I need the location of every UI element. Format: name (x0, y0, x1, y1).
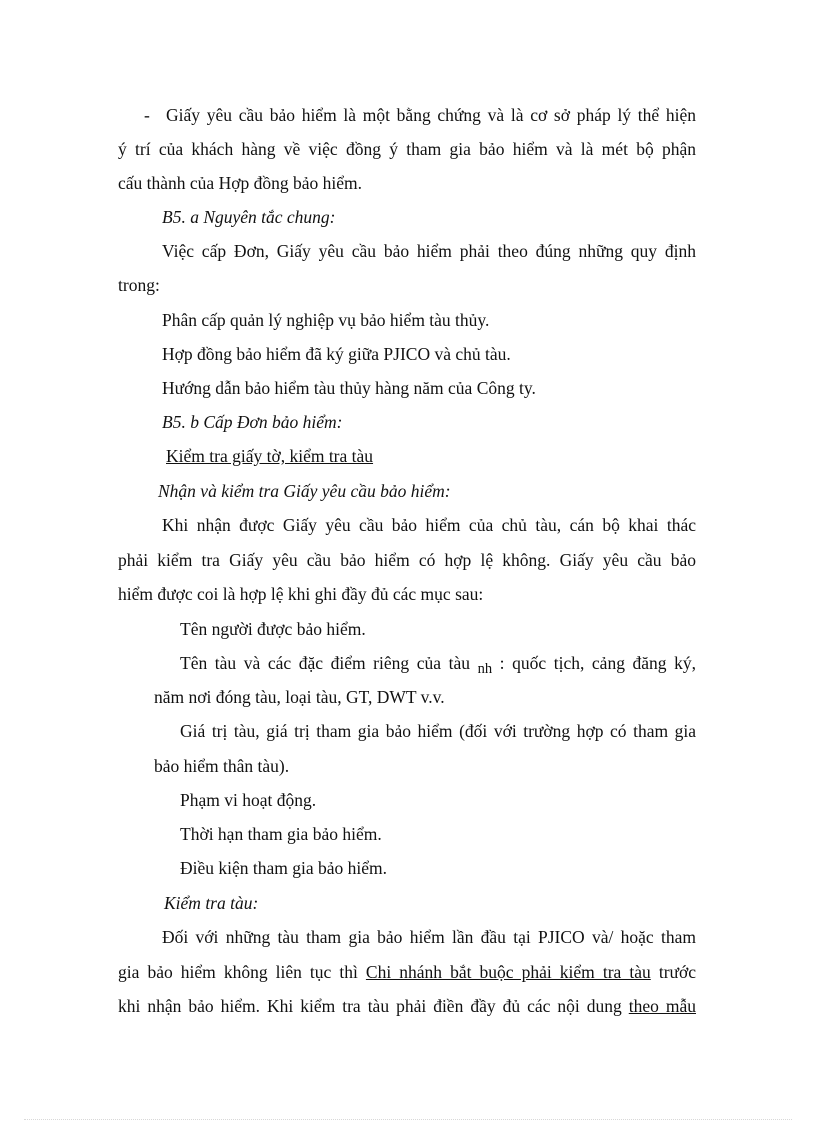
paragraph-line: phải kiểm tra Giấy yêu cầu bảo hiểm có hợp lệ không. Giấy yêu cầu bảo (118, 550, 696, 570)
item-text: : quốc tịch, cảng đăng ký, (499, 653, 697, 673)
section-heading-b5b: B5. b Cấp Đơn bảo hiểm: (162, 412, 343, 432)
item-text: Tên tàu và các đặc điểm riêng của tàu (180, 653, 470, 673)
underlined-text-run: Chi nhánh bắt buộc phải kiểm tra tàu (365, 962, 651, 982)
bullet-dash: - (144, 105, 150, 125)
list-item: Hướng dẫn bảo hiểm tàu thủy hàng năm của Công ty. (162, 378, 536, 398)
underlined-text-run: theo mẫu (628, 996, 697, 1016)
text-run: gia bảo hiểm không liên tục thì (118, 962, 358, 982)
text-run: khi nhận bảo hiểm. Khi kiểm tra tàu phải điền đầy đủ các nội dung (118, 996, 622, 1016)
requirement-item: Điều kiện tham gia bảo hiểm. (180, 858, 388, 878)
paragraph-line: Đối với những tàu tham gia bảo hiểm lần đầu tại PJICO và/ hoặc tham (162, 927, 696, 947)
paragraph-line (118, 961, 696, 983)
paragraph-line: hiểm được coi là hợp lệ khi ghi đầy đủ các mục sau: (118, 584, 484, 604)
requirement-item: Tên người được bảo hiểm. (180, 619, 366, 639)
requirement-item: Thời hạn tham gia bảo hiểm. (180, 824, 382, 844)
requirement-item: Phạm vi hoạt động. (180, 790, 317, 810)
list-item: Hợp đồng bảo hiểm đã ký giữa PJICO và chủ tàu. (162, 344, 511, 364)
requirement-item-cont: bảo hiểm thân tàu). (154, 756, 290, 776)
requirement-item (180, 652, 696, 676)
list-item: Phân cấp quản lý nghiệp vụ bảo hiểm tàu thủy. (162, 310, 490, 330)
text-run: trước (658, 962, 697, 982)
page-bottom-rule (24, 1119, 792, 1120)
requirement-item: Giá trị tàu, giá trị tham gia bảo hiểm (đối với trường hợp có tham gia (180, 721, 696, 741)
paragraph-line: cấu thành của Hợp đồng bảo hiểm. (118, 173, 362, 193)
item-subscript: nh (477, 661, 493, 677)
paragraph-line: Việc cấp Đơn, Giấy yêu cầu bảo hiểm phải theo đúng những quy định (162, 241, 696, 261)
paragraph-line: ý trí của khách hàng về việc đồng ý tham gia bảo hiểm và là mét bộ phận (118, 139, 696, 159)
paragraph-line: trong: (118, 275, 160, 295)
subheading-receive-request: Nhận và kiểm tra Giấy yêu cầu bảo hiểm: (158, 481, 451, 501)
requirement-item-cont: năm nơi đóng tàu, loại tàu, GT, DWT v.v. (154, 687, 445, 707)
section-heading-b5a: B5. a Nguyên tắc chung: (162, 207, 336, 227)
paragraph-line: Khi nhận được Giấy yêu cầu bảo hiểm của chủ tàu, cán bộ khai thác (162, 515, 696, 535)
subheading-inspect-ship: Kiểm tra tàu: (164, 893, 259, 913)
paragraph-line (118, 995, 696, 1017)
paragraph-line: Giấy yêu cầu bảo hiểm là một bằng chứng và là cơ sở pháp lý thể hiện (166, 105, 696, 125)
subheading-check-documents: Kiểm tra giấy tờ, kiểm tra tàu (166, 446, 374, 466)
